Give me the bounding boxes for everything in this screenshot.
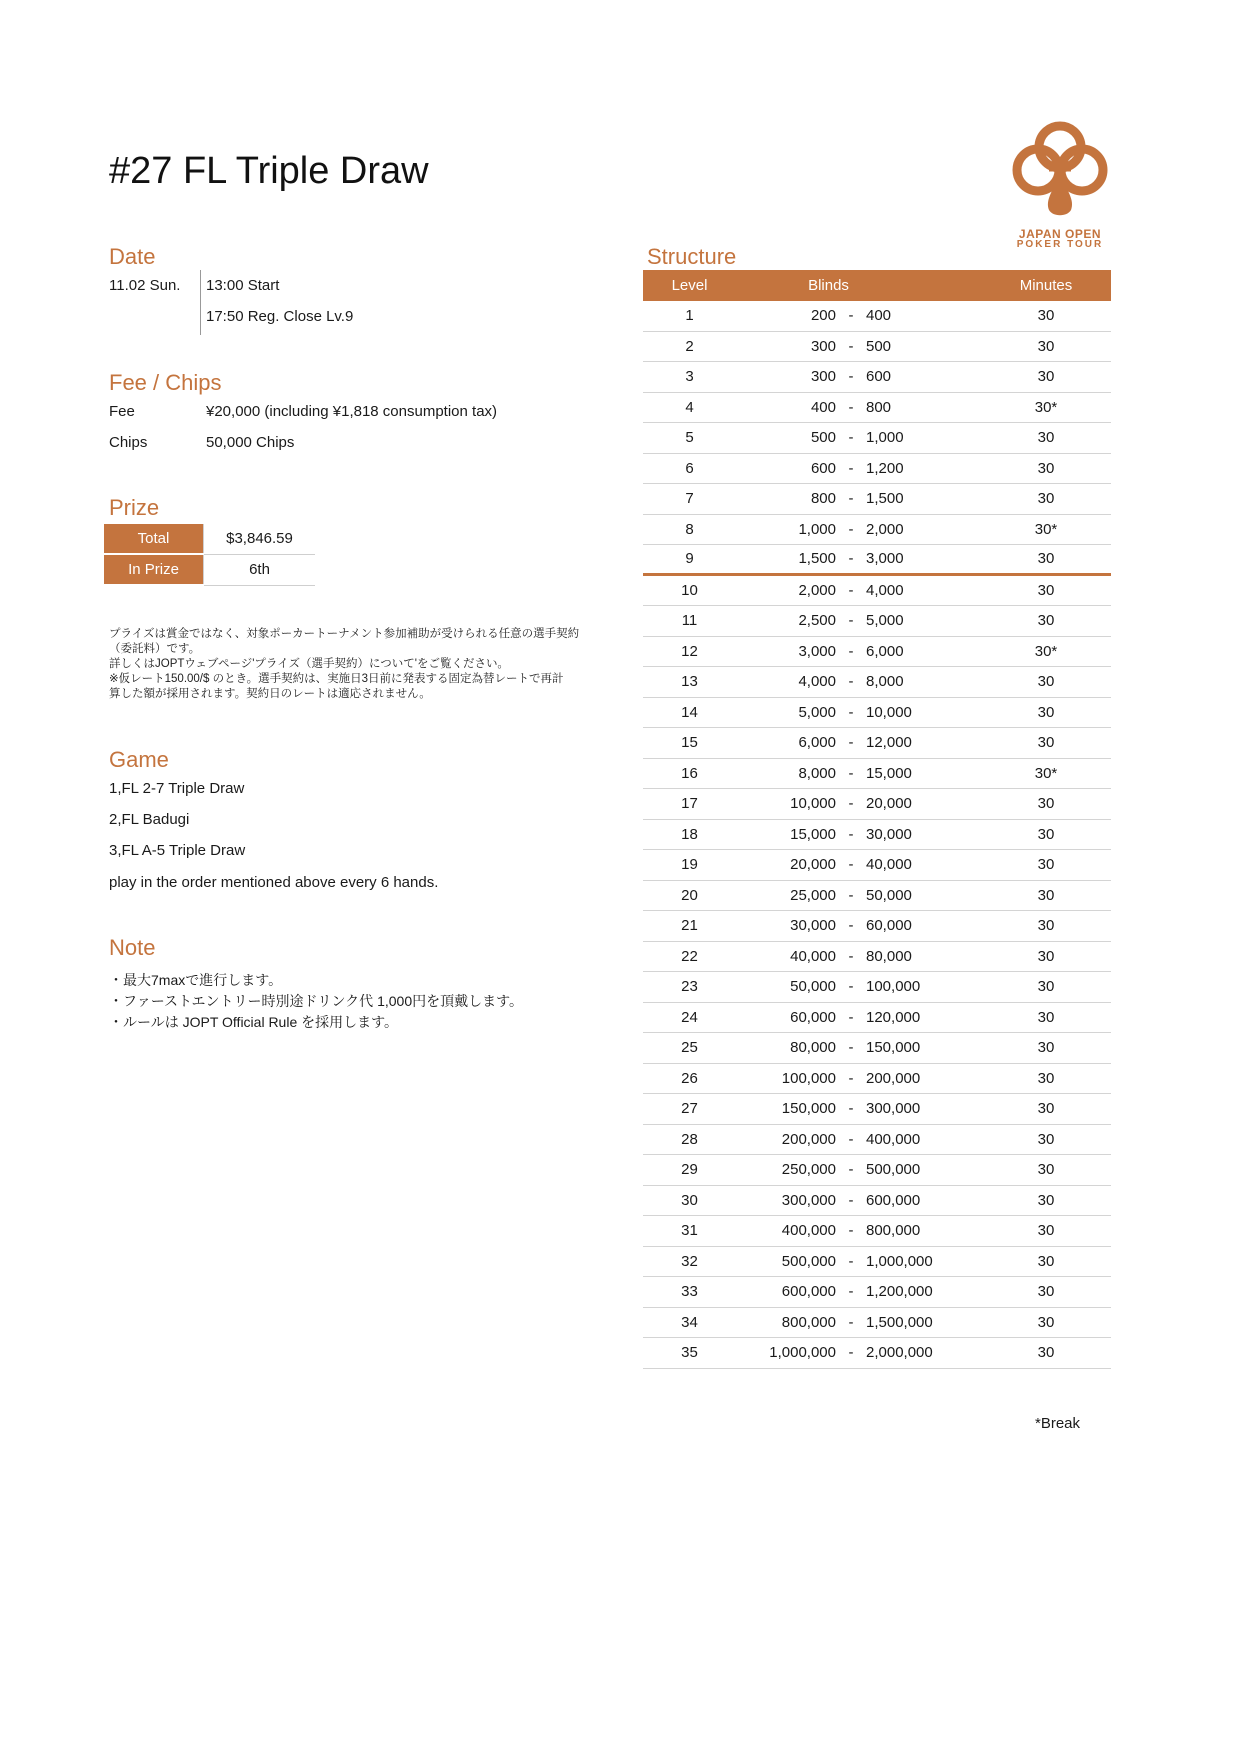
- big-blind: 200,000: [866, 1069, 921, 1087]
- structure-row: [643, 484, 1111, 515]
- minutes-cell: 30*: [1034, 520, 1058, 538]
- big-blind: 1,200: [866, 459, 904, 477]
- big-blind: 12,000: [866, 734, 912, 752]
- big-blind: 300,000: [866, 1100, 921, 1118]
- big-blind: 1,000,000: [866, 1252, 933, 1270]
- big-blind: 3,000: [866, 550, 904, 568]
- level-cell: 11: [681, 612, 698, 630]
- level-cell: 15: [681, 734, 698, 752]
- structure-row: [643, 1064, 1111, 1095]
- date-heading: Date: [109, 244, 156, 269]
- blinds-cell: [736, 856, 921, 873]
- note-list: [109, 970, 523, 1033]
- small-blind: 200,000: [781, 1130, 836, 1148]
- minutes-cell: 30*: [1034, 398, 1058, 416]
- structure-body: [643, 301, 1111, 1369]
- blind-separator: -: [848, 459, 854, 477]
- blind-separator: -: [848, 307, 854, 325]
- big-blind: 400,000: [866, 1130, 921, 1148]
- structure-table: [643, 270, 1111, 1369]
- blinds-cell: [736, 1313, 933, 1331]
- note-heading: Note: [109, 935, 156, 960]
- fee-value: ¥20,000 (including ¥1,818 consumption tax): [206, 403, 498, 420]
- blind-separator: -: [848, 764, 854, 782]
- small-blind: 250,000: [781, 1161, 836, 1179]
- logo-text-line1: JAPAN OPEN: [1018, 227, 1102, 241]
- small-blind: 500,000: [781, 1252, 836, 1270]
- blind-separator: -: [848, 1100, 854, 1118]
- blind-separator: -: [848, 550, 854, 568]
- blind-separator: -: [848, 1222, 854, 1240]
- blind-separator: -: [848, 1008, 854, 1026]
- blind-separator: -: [848, 429, 854, 447]
- small-blind: 60,000: [790, 1008, 836, 1026]
- level-cell: 18: [681, 825, 698, 843]
- level-cell: 5: [685, 429, 694, 447]
- minutes-cell: 30: [1037, 1130, 1055, 1148]
- blinds-cell: [736, 307, 921, 324]
- structure-row: [643, 1186, 1111, 1217]
- structure-row: [643, 1277, 1111, 1308]
- minutes-cell: 30: [1037, 1100, 1055, 1118]
- event-day: 11.02 Sun.: [109, 277, 181, 294]
- minutes-cell: 30: [1037, 459, 1055, 477]
- level-cell: 22: [681, 947, 698, 965]
- minutes-cell: 30: [1037, 550, 1055, 568]
- blind-separator: -: [848, 1252, 854, 1270]
- structure-row: [643, 667, 1111, 698]
- structure-row: [643, 728, 1111, 759]
- minutes-cell: 30*: [1034, 764, 1058, 782]
- blinds-column-header: Blinds: [808, 277, 849, 294]
- small-blind: 30,000: [790, 917, 836, 935]
- disclaimer-line: 詳しくはJOPTウェブページ'プライズ（選手契約）について'をご覧ください。: [109, 658, 509, 670]
- structure-row: [643, 698, 1111, 729]
- minutes-cell: 30: [1037, 612, 1055, 630]
- small-blind: 5,000: [798, 703, 836, 721]
- structure-row: [643, 1308, 1111, 1339]
- small-blind: 20,000: [790, 856, 836, 874]
- level-cell: 28: [681, 1130, 698, 1148]
- minutes-cell: 30: [1037, 1222, 1055, 1240]
- level-cell: 20: [681, 886, 698, 904]
- blind-separator: -: [848, 490, 854, 508]
- blinds-cell: [736, 887, 921, 904]
- minutes-cell: 30: [1037, 978, 1055, 996]
- big-blind: 80,000: [866, 947, 912, 965]
- game-rotation: play in the order mentioned above every 6 hands.: [109, 874, 439, 891]
- big-blind: 1,500: [866, 490, 904, 508]
- prize-heading: Prize: [109, 495, 160, 520]
- blinds-cell: [736, 795, 921, 812]
- fee-chips-heading: Fee / Chips: [109, 370, 222, 395]
- big-blind: 50,000: [866, 886, 912, 904]
- disclaimer-line: ※仮レート150.00/$ のとき。選手契約は、実施日3日前に発表する固定為替レートで再計: [109, 673, 564, 685]
- structure-row: [643, 759, 1111, 790]
- level-cell: 17: [681, 795, 698, 813]
- blind-separator: -: [848, 673, 854, 691]
- blinds-cell: [736, 338, 921, 355]
- prize-inprize-row: [104, 554, 315, 585]
- big-blind: 2,000,000: [866, 1344, 933, 1362]
- blinds-cell: [736, 582, 921, 599]
- minutes-cell: 30: [1037, 1283, 1055, 1301]
- level-cell: 31: [681, 1222, 698, 1240]
- level-cell: 16: [681, 764, 698, 782]
- blinds-cell: [736, 1283, 933, 1301]
- small-blind: 1,000: [798, 520, 836, 538]
- structure-row: [643, 454, 1111, 485]
- small-blind: 2,000: [798, 581, 836, 599]
- big-blind: 6,000: [866, 642, 904, 660]
- level-cell: 8: [685, 520, 694, 538]
- level-cell: 3: [685, 368, 694, 386]
- minutes-cell: 30: [1037, 1161, 1055, 1179]
- structure-row: [643, 637, 1111, 668]
- minutes-cell: 30: [1037, 1008, 1055, 1026]
- level-cell: 25: [681, 1039, 698, 1057]
- level-cell: 35: [681, 1344, 698, 1362]
- small-blind: 2,500: [798, 612, 836, 630]
- small-blind: 300: [810, 337, 836, 355]
- structure-row: [643, 1003, 1111, 1034]
- disclaimer-line: （委託料）です。: [109, 643, 201, 655]
- structure-row: [643, 515, 1111, 546]
- small-blind: 25,000: [790, 886, 836, 904]
- level-cell: 14: [681, 703, 698, 721]
- small-blind: 600: [810, 459, 836, 477]
- level-cell: 13: [681, 673, 698, 691]
- blind-separator: -: [848, 795, 854, 813]
- big-blind: 40,000: [866, 856, 912, 874]
- structure-row: [643, 850, 1111, 881]
- blind-separator: -: [848, 1130, 854, 1148]
- blinds-cell: [736, 826, 921, 843]
- big-blind: 400: [866, 307, 892, 325]
- level-cell: 29: [681, 1161, 698, 1179]
- structure-row: [643, 332, 1111, 363]
- minutes-cell: 30: [1037, 581, 1055, 599]
- reg-close-time: 17:50 Reg. Close Lv.9: [206, 308, 354, 325]
- minutes-cell: 30: [1037, 1344, 1055, 1362]
- small-blind: 50,000: [790, 978, 836, 996]
- minutes-cell: 30: [1037, 1191, 1055, 1209]
- structure-row: [643, 1033, 1111, 1064]
- big-blind: 1,200,000: [866, 1283, 933, 1301]
- level-cell: 23: [681, 978, 698, 996]
- minutes-cell: 30: [1037, 734, 1055, 752]
- blinds-cell: [736, 978, 921, 995]
- big-blind: 20,000: [866, 795, 912, 813]
- minutes-cell: 30: [1037, 795, 1055, 813]
- start-time: 13:00 Start: [206, 277, 280, 294]
- small-blind: 600,000: [781, 1283, 836, 1301]
- blinds-cell: [736, 704, 921, 721]
- small-blind: 8,000: [798, 764, 836, 782]
- jopt-logo: [1005, 115, 1115, 255]
- blind-separator: -: [848, 978, 854, 996]
- small-blind: 300,000: [781, 1191, 836, 1209]
- structure-row: [643, 301, 1111, 332]
- blinds-cell: [736, 550, 921, 567]
- big-blind: 30,000: [866, 825, 912, 843]
- level-cell: 34: [681, 1313, 698, 1331]
- note-item: ・ルールは JOPT Official Rule を採用します。: [109, 1014, 399, 1030]
- blind-separator: -: [848, 856, 854, 874]
- structure-header-row: [643, 270, 1111, 301]
- blind-separator: -: [848, 1161, 854, 1179]
- blind-separator: -: [848, 886, 854, 904]
- big-blind: 15,000: [866, 764, 912, 782]
- level-cell: 9: [685, 550, 694, 568]
- game-heading: Game: [109, 747, 169, 772]
- blind-separator: -: [848, 1069, 854, 1087]
- blind-separator: -: [848, 825, 854, 843]
- minutes-cell: 30: [1037, 429, 1055, 447]
- big-blind: 1,500,000: [866, 1313, 933, 1331]
- big-blind: 10,000: [866, 703, 912, 721]
- big-blind: 2,000: [866, 520, 904, 538]
- game-item: 2,FL Badugi: [109, 811, 190, 828]
- small-blind: 400,000: [781, 1222, 836, 1240]
- big-blind: 4,000: [866, 581, 904, 599]
- date-divider: [200, 270, 201, 335]
- structure-row: [643, 393, 1111, 424]
- blind-separator: -: [848, 734, 854, 752]
- prize-total-value: $3,846.59: [204, 524, 316, 554]
- note-item: ・最大7maxで進行します。: [109, 972, 283, 988]
- break-legend: *Break: [1035, 1415, 1081, 1432]
- blind-separator: -: [848, 368, 854, 386]
- blinds-cell: [736, 673, 921, 690]
- prize-inprize-label: In Prize: [104, 554, 204, 585]
- small-blind: 40,000: [790, 947, 836, 965]
- structure-row: [643, 1338, 1111, 1369]
- blinds-cell: [736, 1100, 921, 1117]
- small-blind: 500: [810, 429, 836, 447]
- big-blind: 8,000: [866, 673, 904, 691]
- small-blind: 300: [810, 368, 836, 386]
- structure-row: [643, 1247, 1111, 1278]
- minutes-cell: 30: [1037, 337, 1055, 355]
- level-cell: 12: [681, 642, 698, 660]
- blinds-cell: [736, 1161, 921, 1178]
- blind-separator: -: [848, 1039, 854, 1057]
- level-cell: 7: [685, 490, 694, 508]
- blind-separator: -: [848, 398, 854, 416]
- big-blind: 500: [866, 337, 892, 355]
- blind-separator: -: [848, 337, 854, 355]
- small-blind: 800,000: [781, 1313, 836, 1331]
- structure-row: [643, 362, 1111, 393]
- page-title: #27 FL Triple Draw: [109, 150, 429, 192]
- structure-row: [643, 1125, 1111, 1156]
- minutes-cell: 30: [1037, 886, 1055, 904]
- blinds-cell: [736, 521, 921, 538]
- fee-label: Fee: [109, 403, 135, 420]
- blinds-cell: [736, 399, 921, 416]
- minutes-column-header: Minutes: [1019, 277, 1073, 294]
- minutes-cell: 30: [1037, 825, 1055, 843]
- small-blind: 10,000: [790, 795, 836, 813]
- blinds-cell: [736, 1039, 921, 1056]
- small-blind: 100,000: [781, 1069, 836, 1087]
- level-cell: 1: [685, 307, 694, 325]
- prize-total-row: [104, 524, 315, 554]
- note-item: ・ファーストエントリー時別途ドリンク代 1,000円を頂戴します。: [109, 993, 523, 1009]
- structure-row: [643, 606, 1111, 637]
- blind-separator: -: [848, 581, 854, 599]
- level-cell: 6: [685, 459, 694, 477]
- minutes-cell: 30: [1037, 490, 1055, 508]
- big-blind: 800,000: [866, 1222, 921, 1240]
- small-blind: 80,000: [790, 1039, 836, 1057]
- minutes-cell: 30: [1037, 368, 1055, 386]
- level-cell: 2: [685, 337, 694, 355]
- level-cell: 4: [685, 398, 694, 416]
- small-blind: 150,000: [781, 1100, 836, 1118]
- game-item: 1,FL 2-7 Triple Draw: [109, 780, 245, 797]
- disclaimer-line: プライズは賞金ではなく、対象ポーカートーナメント参加補助が受けられる任意の選手契約: [109, 628, 580, 640]
- small-blind: 1,000,000: [769, 1344, 836, 1362]
- big-blind: 100,000: [866, 978, 921, 996]
- level-cell: 24: [681, 1008, 698, 1026]
- structure-heading: Structure: [647, 244, 737, 269]
- minutes-cell: 30: [1037, 947, 1055, 965]
- minutes-cell: 30: [1037, 1313, 1055, 1331]
- level-cell: 32: [681, 1252, 698, 1270]
- big-blind: 5,000: [866, 612, 904, 630]
- small-blind: 800: [810, 490, 836, 508]
- structure-row: [643, 972, 1111, 1003]
- small-blind: 400: [810, 398, 836, 416]
- blind-separator: -: [848, 642, 854, 660]
- structure-row: [643, 545, 1111, 576]
- level-cell: 33: [681, 1283, 698, 1301]
- blind-separator: -: [848, 703, 854, 721]
- blinds-cell: [736, 1009, 921, 1026]
- minutes-cell: 30: [1037, 1252, 1055, 1270]
- blind-separator: -: [848, 520, 854, 538]
- blinds-cell: [736, 460, 921, 477]
- minutes-cell: 30*: [1034, 642, 1058, 660]
- blind-separator: -: [848, 1191, 854, 1209]
- structure-row: [643, 1216, 1111, 1247]
- blinds-cell: [736, 1192, 921, 1209]
- blinds-cell: [736, 917, 921, 934]
- small-blind: 6,000: [798, 734, 836, 752]
- small-blind: 200: [810, 307, 836, 325]
- small-blind: 1,500: [798, 550, 836, 568]
- minutes-cell: 30: [1037, 703, 1055, 721]
- game-item: 3,FL A-5 Triple Draw: [109, 842, 246, 859]
- level-cell: 19: [681, 856, 698, 874]
- blind-separator: -: [848, 1344, 854, 1362]
- level-cell: 30: [681, 1191, 698, 1209]
- structure-row: [643, 820, 1111, 851]
- blinds-cell: [736, 368, 921, 385]
- blinds-cell: [736, 1252, 933, 1270]
- minutes-cell: 30: [1037, 1039, 1055, 1057]
- blind-separator: -: [848, 917, 854, 935]
- chips-value: 50,000 Chips: [206, 434, 295, 451]
- structure-row: [643, 423, 1111, 454]
- blinds-cell: [736, 948, 921, 965]
- minutes-cell: 30: [1037, 856, 1055, 874]
- big-blind: 500,000: [866, 1161, 921, 1179]
- level-cell: 26: [681, 1069, 698, 1087]
- minutes-cell: 30: [1037, 307, 1055, 325]
- small-blind: 15,000: [790, 825, 836, 843]
- big-blind: 800: [866, 398, 892, 416]
- club-logo-icon: [1005, 115, 1115, 225]
- structure-row: [643, 789, 1111, 820]
- blinds-cell: [736, 765, 921, 782]
- big-blind: 600,000: [866, 1191, 921, 1209]
- blinds-cell: [736, 429, 921, 446]
- big-blind: 600: [866, 368, 892, 386]
- logo-text-line2: POKER TOUR: [1016, 239, 1104, 250]
- small-blind: 3,000: [798, 642, 836, 660]
- structure-row: [643, 1094, 1111, 1125]
- disclaimer-line: 算した額が採用されます。契約日のレートは適応されません。: [109, 688, 431, 700]
- prize-inprize-value: 6th: [204, 554, 316, 585]
- minutes-cell: 30: [1037, 917, 1055, 935]
- minutes-cell: 30: [1037, 673, 1055, 691]
- blinds-cell: [736, 1222, 921, 1239]
- big-blind: 60,000: [866, 917, 912, 935]
- blind-separator: -: [848, 1283, 854, 1301]
- structure-row: [643, 881, 1111, 912]
- structure-row: [643, 576, 1111, 607]
- blinds-cell: [736, 490, 921, 507]
- level-cell: 21: [681, 917, 698, 935]
- prize-total-label: Total: [104, 524, 204, 554]
- level-cell: 27: [681, 1100, 698, 1118]
- blind-separator: -: [848, 1313, 854, 1331]
- big-blind: 150,000: [866, 1039, 921, 1057]
- level-cell: 10: [681, 581, 698, 599]
- blinds-cell: [736, 734, 921, 751]
- chips-label: Chips: [109, 434, 148, 451]
- level-column-header: Level: [671, 277, 708, 294]
- blinds-cell: [736, 1070, 921, 1087]
- minutes-cell: 30: [1037, 1069, 1055, 1087]
- structure-row: [643, 911, 1111, 942]
- structure-row: [643, 942, 1111, 973]
- blinds-cell: [736, 1131, 921, 1148]
- prize-table: [104, 524, 315, 586]
- blind-separator: -: [848, 947, 854, 965]
- prize-disclaimer: [109, 627, 609, 702]
- blind-separator: -: [848, 612, 854, 630]
- big-blind: 1,000: [866, 429, 904, 447]
- small-blind: 4,000: [798, 673, 836, 691]
- blinds-cell: [736, 1344, 933, 1362]
- blinds-cell: [736, 612, 921, 629]
- blinds-cell: [736, 643, 921, 660]
- big-blind: 120,000: [866, 1008, 921, 1026]
- structure-row: [643, 1155, 1111, 1186]
